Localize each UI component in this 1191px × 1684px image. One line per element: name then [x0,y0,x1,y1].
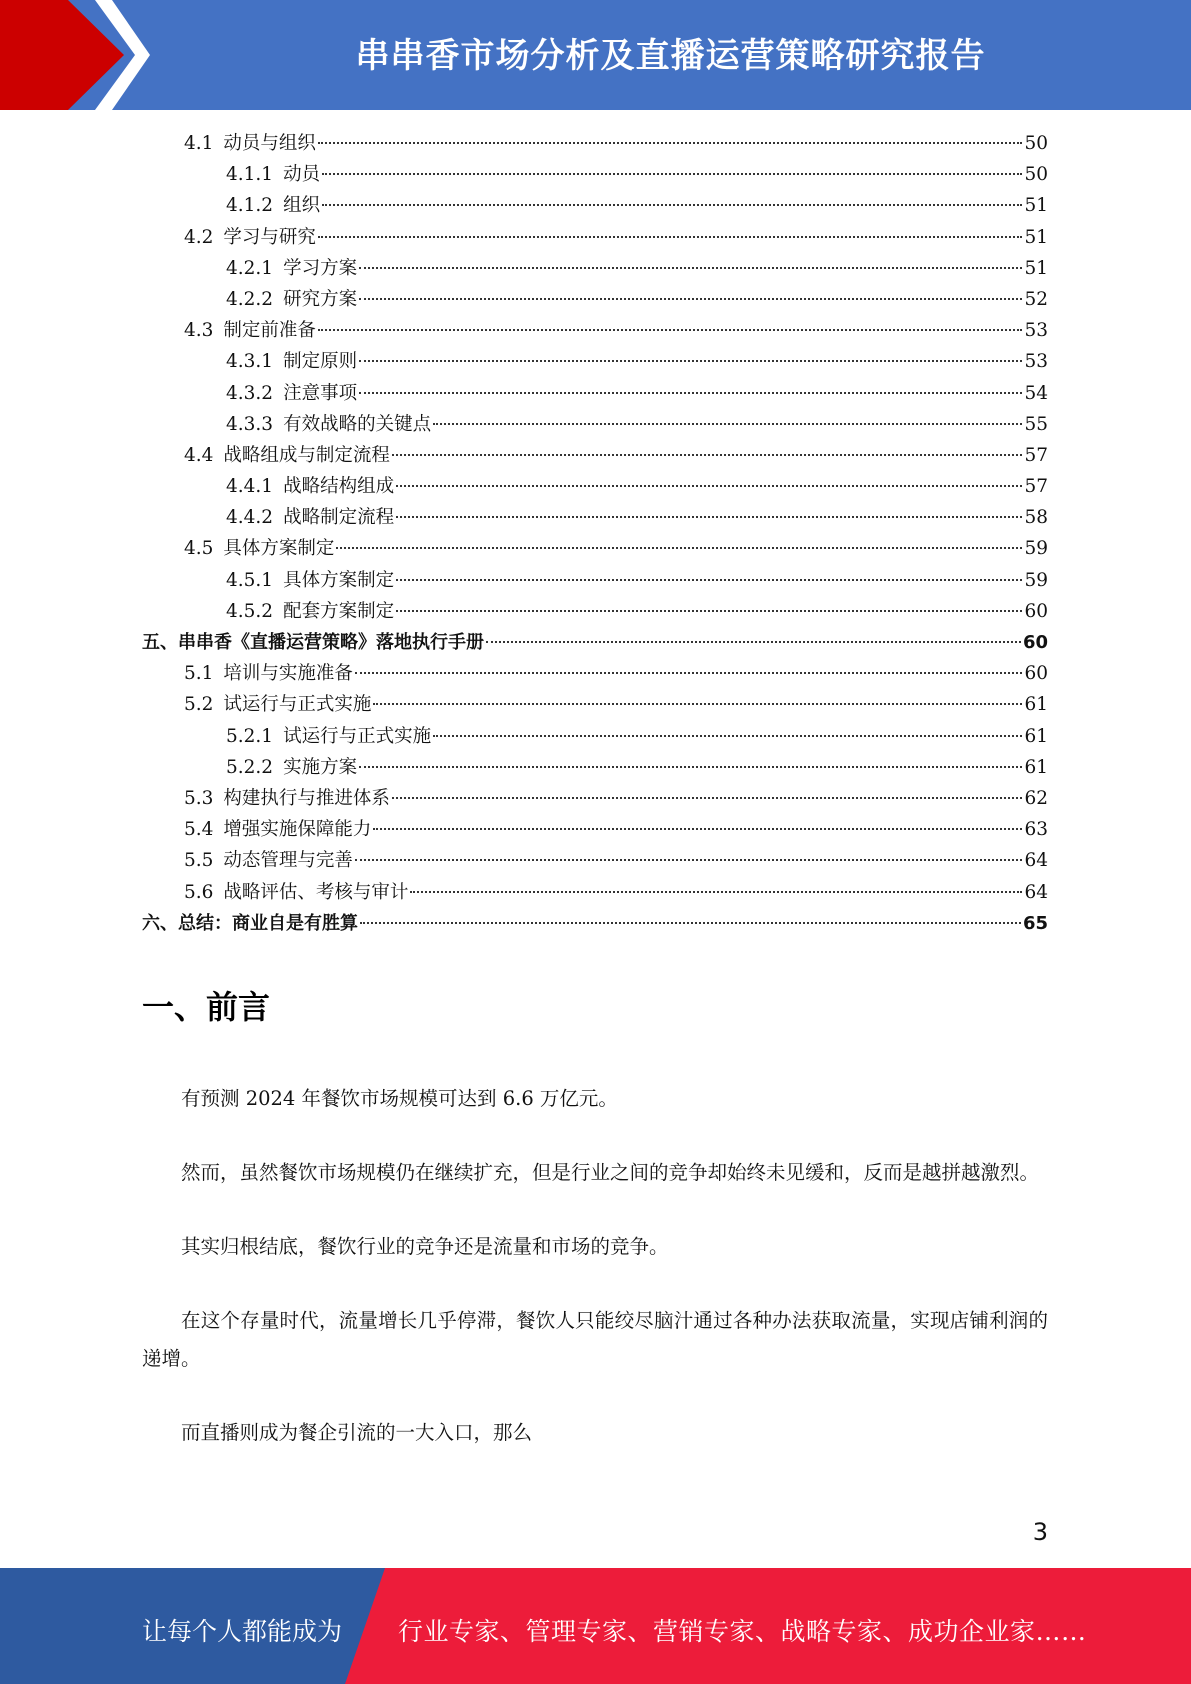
toc-entry[interactable] [142,346,1048,377]
toc-entry-page: 60 [1024,663,1048,685]
toc-entry-title: 有效战略的关键点 [283,413,432,435]
toc-entry[interactable] [142,409,1048,440]
toc-entry[interactable] [142,315,1048,346]
toc-entry[interactable] [142,721,1048,752]
toc-entry-page: 55 [1024,413,1048,435]
toc-entry-page: 51 [1024,195,1048,217]
section-heading: 一、前言 [142,988,271,1026]
toc-dot-leader [355,671,1023,674]
document-title: 串串香市场分析及直播运营策略研究报告 [355,36,986,76]
toc-entry-title: 制定原则 [283,351,358,373]
toc-dot-leader [359,359,1022,362]
toc-dot-leader [396,578,1022,581]
toc-entry-page: 61 [1024,694,1048,716]
toc-dot-leader [359,266,1022,269]
toc-entry-title: 动员 [283,164,321,186]
toc-dot-leader [360,921,1021,924]
toc-entry-number: 4.5.1 [226,569,274,591]
toc-entry-page: 59 [1024,569,1048,591]
toc-entry-number: 4.3 [184,320,214,342]
page-header-banner [0,0,1191,110]
toc-entry-page: 53 [1024,320,1048,342]
toc-dot-leader [373,827,1022,830]
toc-entry-page: 60 [1022,632,1048,653]
paragraph: 在这个存量时代，流量增长几乎停滞，餐饮人只能绞尽脑汁通过各种办法获取流量，实现店铺利润的递增。 [142,1309,1048,1370]
toc-entry-title: 配套方案制定 [283,600,395,622]
toc-entry-title: 培训与实施准备 [223,663,353,685]
page-footer-banner [0,1568,1191,1684]
toc-entry[interactable] [142,128,1048,159]
toc-entry-page: 60 [1024,600,1048,622]
toc-dot-leader [318,141,1023,144]
toc-entry[interactable] [142,689,1048,720]
toc-entry-title: 试运行与正式实施 [283,725,432,747]
toc-entry-page: 63 [1024,819,1048,841]
toc-entry[interactable] [142,253,1048,284]
toc-entry-title: 注意事项 [283,382,358,404]
toc-entry-number: 4.5 [184,538,214,560]
toc-entry[interactable] [142,845,1048,876]
toc-entry-number: 4.2.2 [226,288,274,310]
toc-entry-title: 动态管理与完善 [223,850,353,872]
toc-dot-leader [322,172,1022,175]
toc-entry-number: 5.2.2 [226,756,274,778]
toc-entry[interactable] [142,190,1048,221]
paragraph: 有预测 2024 年餐饮市场规模可达到 6.6 万亿元。 [181,1087,618,1110]
toc-dot-leader [396,609,1022,612]
body-text [142,1080,1048,1488]
toc-dot-leader [396,484,1022,487]
toc-entry-number: 4.1.2 [226,195,274,217]
toc-entry-page: 64 [1024,881,1048,903]
footer-slogan-left: 让每个人都能成为 [142,1617,343,1646]
toc-entry[interactable] [142,440,1048,471]
toc-entry-number: 4.3.2 [226,382,274,404]
toc-dot-leader [392,453,1023,456]
toc-dot-leader [433,734,1022,737]
toc-dot-leader [392,796,1023,799]
toc-entry[interactable] [142,159,1048,190]
toc-entry[interactable] [142,471,1048,502]
toc-entry[interactable] [142,378,1048,409]
toc-entry-title: 具体方案制定 [283,569,395,591]
toc-entry-page: 61 [1024,756,1048,778]
toc-entry-number: 5.2.1 [226,725,274,747]
footer-slogan-right: 行业专家、管理专家、营销专家、战略专家、成功企业家…… [398,1617,1087,1646]
toc-dot-leader [433,422,1022,425]
toc-entry-page: 51 [1024,257,1048,279]
toc-entry[interactable] [142,814,1048,845]
toc-entry-title: 构建执行与推进体系 [223,787,390,809]
toc-entry[interactable] [142,596,1048,627]
toc-dot-leader [486,640,1021,643]
toc-entry-title: 组织 [283,195,321,217]
toc-entry-number: 4.1.1 [226,164,274,186]
toc-entry[interactable] [142,627,1048,658]
table-of-contents [142,128,1048,939]
toc-entry-page: 57 [1024,476,1048,498]
toc-entry-page: 64 [1024,850,1048,872]
toc-entry-title: 六、总结：商业自是有胜算 [142,912,358,934]
toc-entry-title: 研究方案 [283,288,358,310]
toc-entry[interactable] [142,565,1048,596]
toc-entry-number: 4.4.1 [226,476,274,498]
toc-entry-page: 52 [1024,288,1048,310]
toc-entry-title: 动员与组织 [223,133,316,154]
toc-entry-title: 战略制定流程 [283,507,395,529]
toc-entry-page: 50 [1024,164,1048,186]
toc-entry[interactable] [142,752,1048,783]
toc-dot-leader [322,203,1022,206]
toc-entry[interactable] [142,908,1048,939]
toc-entry[interactable] [142,502,1048,533]
toc-entry-title: 试运行与正式实施 [223,694,372,716]
toc-entry-title: 五、串串香《直播运营策略》落地执行手册 [142,632,484,653]
page-number: 3 [1032,1518,1048,1546]
toc-entry-title: 学习与研究 [223,226,316,248]
toc-entry-title: 战略评估、考核与审计 [223,881,409,903]
paragraph: 而直播则成为餐企引流的一大入口，那么 [181,1421,533,1444]
toc-dot-leader [410,890,1022,893]
toc-entry-number: 5.2 [184,694,214,716]
toc-dot-leader [359,765,1022,768]
toc-dot-leader [318,328,1023,331]
toc-entry-number: 4.3.3 [226,413,274,435]
toc-entry-number: 4.2 [184,226,214,248]
toc-entry-page: 57 [1024,444,1048,466]
toc-entry-page: 58 [1024,507,1048,529]
toc-entry-number: 5.4 [184,819,214,841]
toc-dot-leader [355,858,1023,861]
toc-entry[interactable] [142,222,1048,253]
toc-entry-page: 53 [1024,351,1048,373]
toc-entry-number: 4.4.2 [226,507,274,529]
toc-entry-title: 具体方案制定 [223,538,335,560]
toc-entry-page: 50 [1024,133,1048,154]
toc-entry-title: 战略组成与制定流程 [223,444,390,466]
paragraph: 然而，虽然餐饮市场规模仍在继续扩充，但是行业之间的竞争却始终未见缓和，反而是越拼越激烈。 [181,1161,1040,1184]
toc-dot-leader [359,391,1022,394]
toc-entry-number: 5.3 [184,787,214,809]
toc-entry-title: 实施方案 [283,756,358,778]
toc-dot-leader [359,297,1022,300]
paragraph: 其实归根结底，餐饮行业的竞争还是流量和市场的竞争。 [181,1235,669,1258]
toc-entry-page: 59 [1024,538,1048,560]
toc-entry-number: 5.1 [184,663,214,685]
toc-dot-leader [396,515,1022,518]
toc-entry-page: 61 [1024,725,1048,747]
toc-entry-title: 制定前准备 [223,320,316,342]
toc-entry-page: 62 [1024,787,1048,809]
toc-entry-number: 5.5 [184,850,214,872]
toc-entry[interactable] [142,658,1048,689]
toc-entry-title: 增强实施保障能力 [223,819,372,841]
toc-entry-number: 4.3.1 [226,351,274,373]
toc-entry-number: 4.5.2 [226,600,274,622]
toc-entry-page: 54 [1024,382,1048,404]
toc-entry[interactable] [142,783,1048,814]
toc-entry-title: 学习方案 [283,257,358,279]
toc-entry-number: 4.1 [184,133,214,154]
toc-dot-leader [336,546,1022,549]
toc-entry-page: 65 [1022,912,1048,934]
toc-dot-leader [373,702,1022,705]
toc-entry-number: 4.4 [184,444,214,466]
toc-entry-page: 51 [1024,226,1048,248]
toc-entry-number: 4.2.1 [226,257,274,279]
toc-dot-leader [318,235,1023,238]
toc-entry-title: 战略结构组成 [283,476,395,498]
toc-entry[interactable] [142,877,1048,908]
toc-entry[interactable] [142,284,1048,315]
toc-entry-number: 5.6 [184,881,214,903]
toc-entry[interactable] [142,533,1048,564]
